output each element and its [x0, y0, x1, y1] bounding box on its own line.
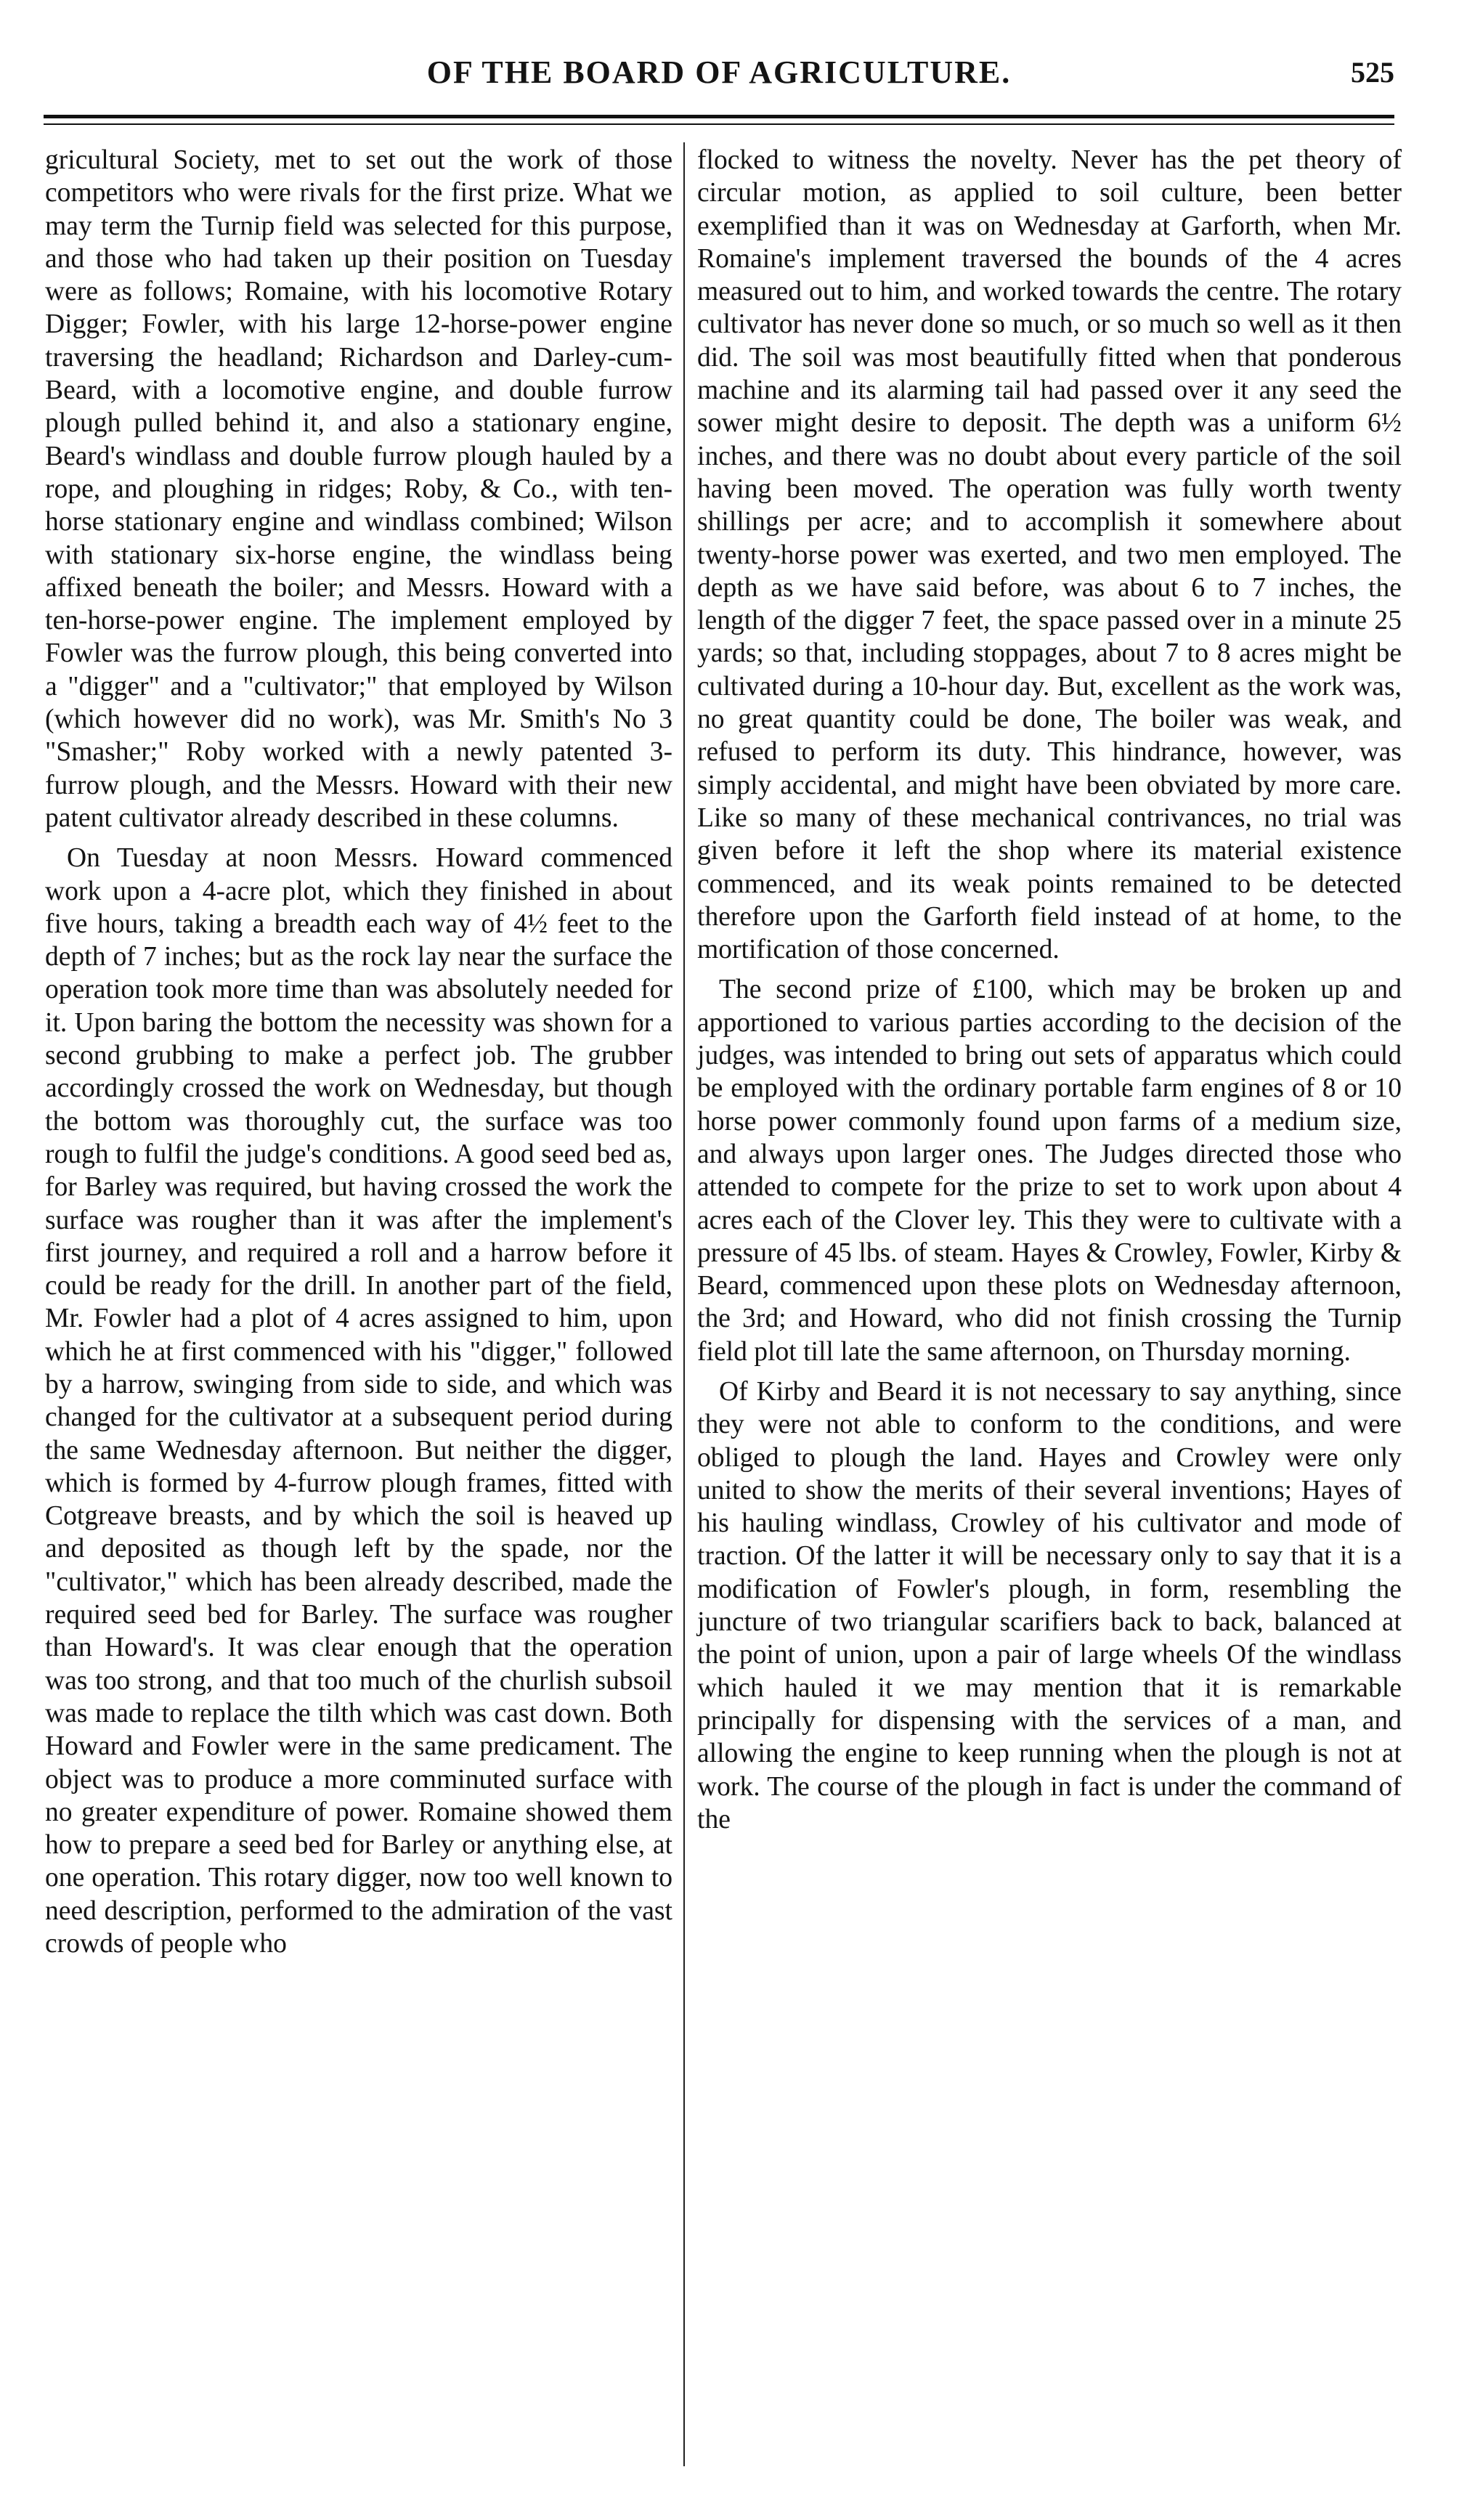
- right-paragraph-1: flocked to witness the novelty. Never has the pet theory of circular motion, as applied to soil culture, been better exemplified than it was on Wednesday at Garforth, when Mr. Romaine's implement traversed the bounds of the 4 acres measured out to him, and worked towards the centre. The rotary cultivator has never done so much, or so much so well as it then did. The soil was most beautifully fitted when that ponderous machine and its alarming tail had passed over it any seed the sower might desire to deposit. The depth was a uniform 6½ inches, and there was no doubt about every particle of the soil having been moved. The operation was fully worth twenty shillings per acre; and to accomplish it somewhere about twenty-horse power was exerted, and two men employed. The depth as we have said before, was about 6 to 7 inches, the length of the digger 7 feet, the space passed over in a minute 25 yards; so that, including stoppages, about 7 to 8 acres might be cultivated during a 10-hour day. But, excellent as the work was, no great quantity could be done, The boiler was weak, and refused to perform its duty. This hindrance, however, was simply accidental, and might have been obviated by more care. Like so many of these mechanical contrivances, no trial was given before it left the shop where its material existence commenced, and its weak points remained to be detected therefore upon the Garforth field instead of at home, to the mortification of those concerned.: [697, 145, 1402, 965]
- left-column: [45, 144, 672, 1960]
- running-header: [44, 51, 1394, 102]
- left-paragraph-1: gricultural Society, met to set out the work of those competitors who were rivals for the first prize. What we may term the Turnip field was selected for this purpose, and those who had taken up their position on Tuesday were as follows; Romaine, with his locomotive Rotary Digger; Fowler, with his large 12-horse-power engine traversing the headland; Richardson and Darley-cum-Beard, with a locomotive engine, and double furrow plough pulled behind it, and also a stationary engine, Beard's windlass and double furrow plough hauled by a rope, and ploughing in ridges; Roby, & Co., with ten-horse stationary engine and windlass combined; Wilson with stationary six-horse engine, the windlass being affixed beneath the boiler; and Messrs. Howard with a ten-horse-power engine. The implement employed by Fowler was the furrow plough, this being converted into a "digger" and a "cultivator;" that employed by Wilson (which however did no work), was Mr. Smith's No 3 "Smasher;" Roby worked with a newly patented 3-furrow plough, and the Messrs. Howard with their new patent cultivator already described in these columns.: [45, 145, 672, 833]
- running-title: OF THE BOARD OF AGRICULTURE.: [426, 54, 1012, 90]
- page-number: 525: [1351, 56, 1394, 89]
- header-rule-thin: [44, 123, 1394, 125]
- left-paragraph-2: On Tuesday at noon Messrs. Howard commenced work upon a 4-acre plot, which they finished in about five hours, taking a breadth each way of 4½ feet to the depth of 7 inches; but as the rock lay near the surface the operation took more time than was absolutely needed for it. Upon baring the bottom the necessity was shown for a second grubbing to make a perfect job. The grubber accordingly crossed the work on Wednesday, but though the bottom was thoroughly cut, the surface was too rough to fulfil the judge's conditions. A good seed bed as, for Barley was required, but having crossed the work the surface was rougher than it was after the implement's first journey, and required a roll and a harrow before it could be ready for the drill. In another part of the field, Mr. Fowler had a plot of 4 acres assigned to him, upon which he at first commenced with his "digger," followed by a harrow, swinging from side to side, and which was changed for the cultivator at a subsequent period during the same Wednesday afternoon. But neither the digger, which is formed by 4-furrow plough frames, fitted with Cotgreave breasts, and by which the soil is heaved up and deposited as though left by the spade, nor the "cultivator," which has been already described, made the required seed bed for Barley. The surface was rougher than Howard's. It was clear enough that the operation was too strong, and that too much of the churlish subsoil was made to replace the tilth which was cast down. Both Howard and Fowler were in the same predicament. The object was to produce a more comminuted surface with no greater expenditure of power. Romaine showed them how to prepare a seed bed for Barley or anything else, at one operation. This rotary digger, now too well known to need description, performed to the admiration of the vast crowds of people who: [45, 843, 672, 1959]
- right-paragraph-3: Of Kirby and Beard it is not necessary to say anything, since they were not able to conform to the conditions, and were obliged to plough the land. Hayes and Crowley were only united to show the merits of their several inventions; Hayes of his hauling windlass, Crowley of his cultivator and mode of traction. Of the latter it will be necessary only to say that it is a modification of Fowler's plough, in form, resembling the juncture of two triangular scarifiers back to back, balanced at the point of union, upon a pair of large wheels Of the windlass which hauled it we may mention that it is remarkable principally for dispensing with the services of a man, and allowing the engine to keep running when the plough is not at work. The course of the plough in fact is under the command of the: [697, 1376, 1402, 1834]
- header-rule-thick: [44, 115, 1394, 118]
- right-column: [697, 144, 1402, 1836]
- column-divider: [683, 142, 685, 2466]
- right-paragraph-2: The second prize of £100, which may be broken up and apportioned to various parties according to the decision of the judges, was intended to bring out sets of apparatus which could be employed with the ordinary portable farm engines of 8 or 10 horse power commonly found upon farms of a medium size, and always upon larger ones. The Judges directed those who attended to compete for the prize to set to work upon about 4 acres each of the Clover ley. This they were to cultivate with a pressure of 45 lbs. of steam. Hayes & Crowley, Fowler, Kirby & Beard, commenced upon these plots on Wednesday afternoon, the 3rd; and Howard, who did not finish crossing the Turnip field plot till late the same afternoon, on Thursday morning.: [697, 975, 1402, 1367]
